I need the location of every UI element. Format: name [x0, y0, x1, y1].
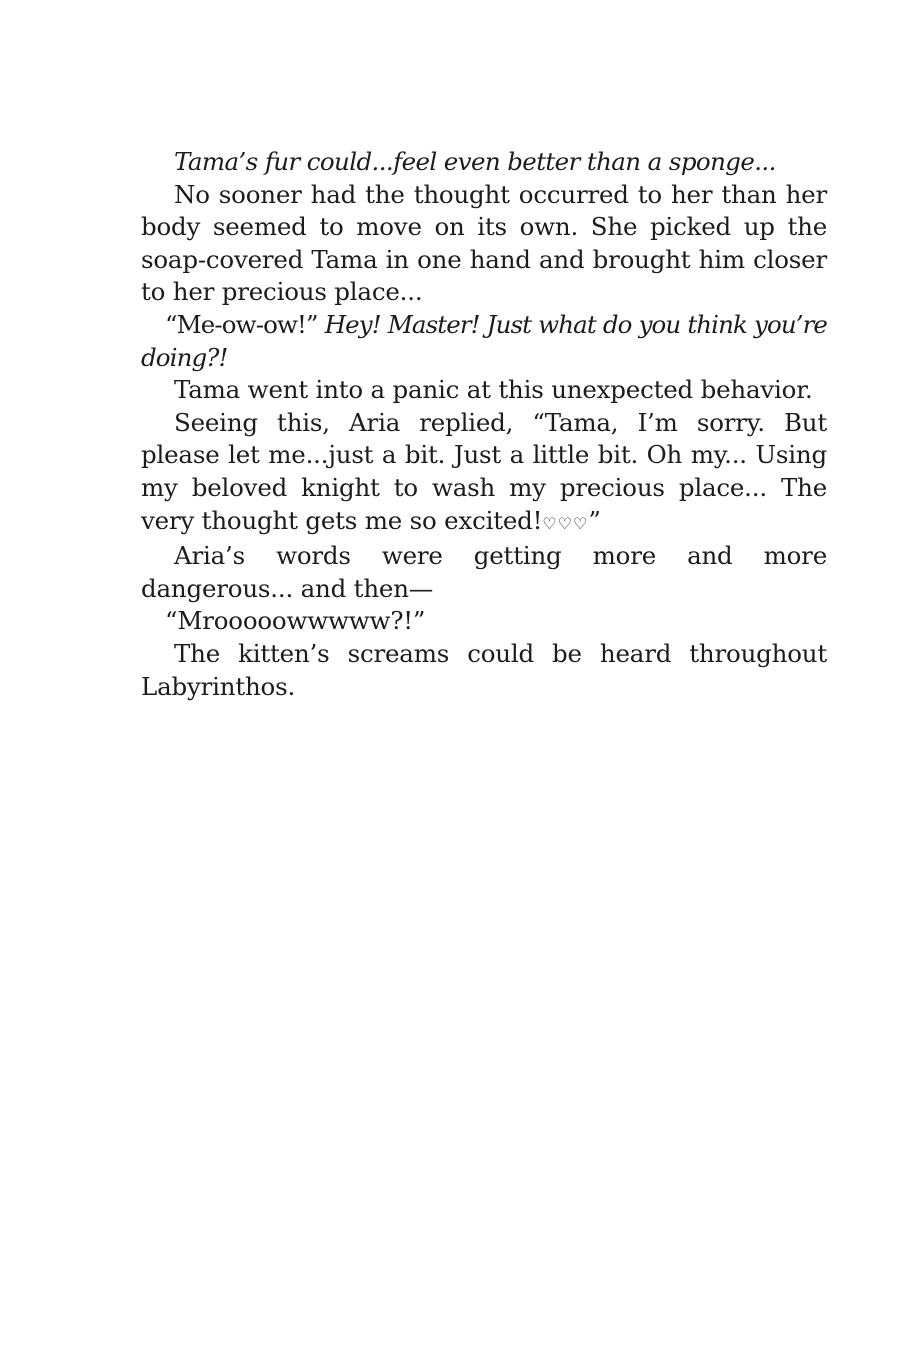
paragraph-thought-occurred: No sooner had the thought occurred to her than her body seemed to move on its own. She picked up the soap-covered Tama in one hand and brought him closer to her precious place...: [141, 179, 827, 307]
paragraph-tama-panic: Tama went into a panic at this unexpected behavior.: [174, 375, 813, 405]
paragraph-dangerous-words: Aria’s words were getting more and more dangerous... and then—: [141, 541, 827, 603]
paragraph-aria-replied: [141, 407, 827, 540]
paragraph-kitten-screams: The kitten’s screams could be heard throughout Labyrinthos.: [141, 638, 827, 701]
dialogue-quote: “Me-ow-ow!”: [165, 309, 318, 339]
hearts-icon: ♡♡♡: [542, 513, 589, 533]
tama-thought: Hey! Master! Just what do you think you’re doing?!: [141, 309, 827, 372]
aria-reply-text: Seeing this, Aria replied, “Tama, I’m sorry. But please let me...just a bit. Just a little bit. Oh my... Using my beloved knight to wash my precious place... The very thought gets me so excited!: [141, 407, 827, 535]
paragraph-tama-fur: Tama’s fur could...feel even better than a sponge...: [174, 147, 776, 176]
paragraph-mroooow: “Mrooooowwwww?!”: [165, 606, 426, 636]
paragraph-me-ow-ow: [141, 309, 827, 374]
page-body: [141, 146, 827, 703]
closing-quote: ”: [588, 505, 601, 535]
